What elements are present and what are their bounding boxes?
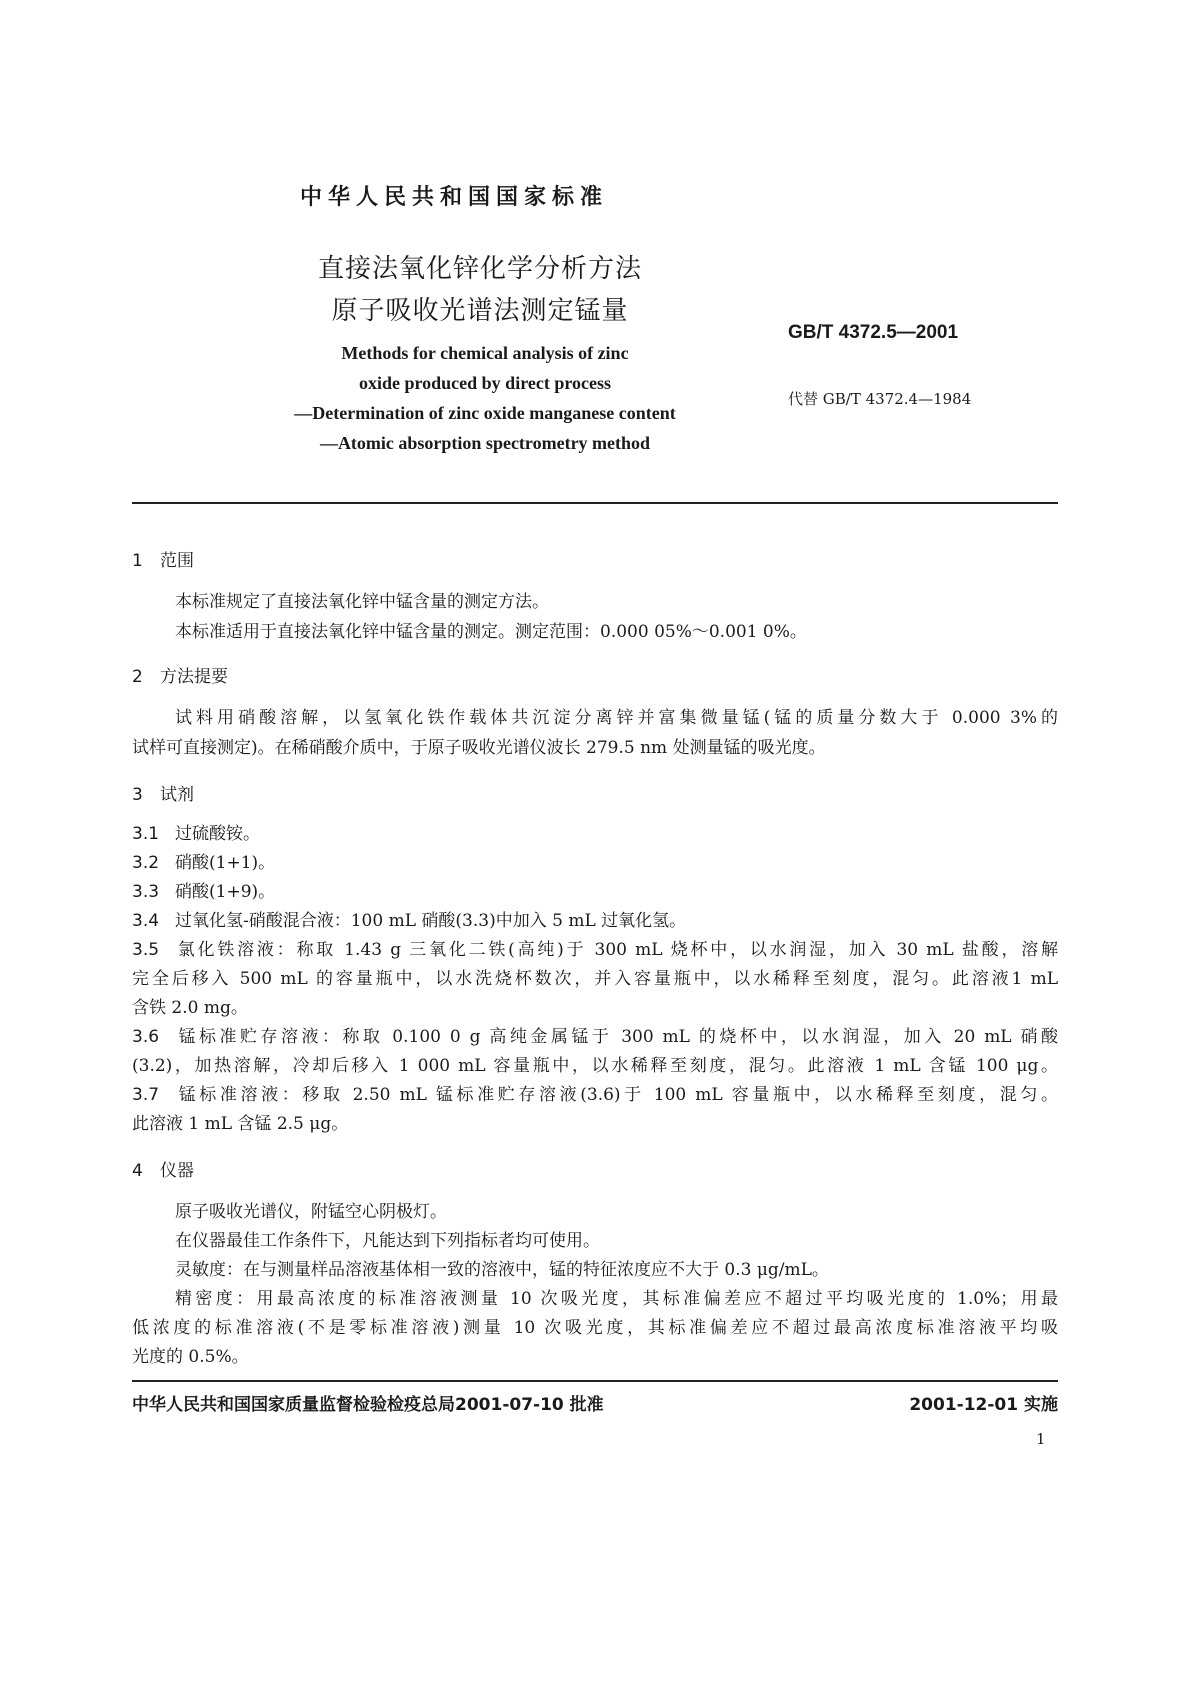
item-text: 过硫酸铵。 bbox=[175, 824, 260, 844]
item-text: 硝酸(1+1)。 bbox=[175, 853, 276, 873]
section-heading-apparatus bbox=[132, 1156, 194, 1181]
paragraph-line: 本标准规定了直接法氧化锌中锰含量的测定方法。 bbox=[175, 592, 549, 612]
paragraph-line: 精密度：用最高浓度的标准溶液测量 10 次吸光度，其标准偏差应不超过平均吸光度的 1.0%；用最 bbox=[175, 1289, 1058, 1309]
approval-text: 中华人民共和国国家质量监督检验检疫总局2001-07-10 批准 bbox=[132, 1395, 604, 1415]
section-number: 4 bbox=[132, 1161, 143, 1181]
paragraph-line: 在仪器最佳工作条件下，凡能达到下列指标者均可使用。 bbox=[175, 1231, 600, 1251]
paragraph-line: 本标准适用于直接法氧化锌中锰含量的测定。测定范围：0.000 05%～0.001 0%。 bbox=[175, 622, 807, 642]
item-number: 3.6 bbox=[132, 1027, 160, 1047]
reagent-item bbox=[132, 1025, 1058, 1049]
paragraph-line: 低浓度的标准溶液(不是零标准溶液)测量 10 次吸光度，其标准偏差应不超过最高浓度标准溶液平均吸 bbox=[132, 1318, 1058, 1338]
item-text: 过氧化氢-硝酸混合液：100 mL 硝酸(3.3)中加入 5 mL 过氧化氢。 bbox=[175, 911, 687, 931]
item-text: 氯化铁溶液：称取 1.43 g 三氧化二铁(高纯)于 300 mL 烧杯中，以水润湿，加入 30 mL 盐酸，溶解 bbox=[175, 940, 1058, 960]
item-number: 3.1 bbox=[132, 824, 160, 844]
section-heading-scope bbox=[132, 546, 194, 571]
section-title: 仪器 bbox=[160, 1161, 194, 1181]
item-number: 3.3 bbox=[132, 882, 160, 902]
paragraph-line: 试料用硝酸溶解，以氢氧化铁作载体共沉淀分离锌并富集微量锰(锰的质量分数大于 0.000 3%的 bbox=[175, 708, 1058, 728]
title-en-line-1: Methods for chemical analysis of zinc bbox=[341, 343, 629, 363]
item-number: 3.5 bbox=[132, 940, 160, 960]
page-number: 1 bbox=[1036, 1430, 1046, 1448]
item-number: 3.7 bbox=[132, 1085, 160, 1105]
item-number: 3.4 bbox=[132, 911, 160, 931]
paragraph-line: (3.2)，加热溶解，冷却后移入 1 000 mL 容量瓶中，以水稀释至刻度，混匀。此溶液 1 mL 含锰 100 μg。 bbox=[132, 1056, 1058, 1076]
section-heading-principle bbox=[132, 662, 228, 687]
title-en-line-4: —Atomic absorption spectrometry method bbox=[319, 433, 651, 453]
title-cn-line-1: 直接法氧化锌化学分析方法 bbox=[317, 254, 642, 284]
section-number: 2 bbox=[132, 667, 143, 687]
section-title: 方法提要 bbox=[160, 667, 228, 687]
paragraph-line: 灵敏度：在与测量样品溶液基体相一致的溶液中，锰的特征浓度应不大于 0.3 μg/mL。 bbox=[175, 1260, 829, 1280]
item-number: 3.2 bbox=[132, 853, 160, 873]
section-title: 试剂 bbox=[160, 785, 194, 805]
item-text: 硝酸(1+9)。 bbox=[175, 882, 276, 902]
header-divider bbox=[132, 502, 1058, 504]
standard-type: 中华人民共和国国家标准 bbox=[300, 185, 609, 210]
item-text: 锰标准溶液：移取 2.50 mL 锰标准贮存溶液(3.6)于 100 mL 容量瓶中，以水稀释至刻度，混匀。 bbox=[175, 1085, 1058, 1105]
section-number: 3 bbox=[132, 785, 143, 805]
implementation-date: 2001-12-01 实施 bbox=[909, 1395, 1058, 1415]
section-number: 1 bbox=[132, 551, 143, 571]
reagent-item bbox=[132, 851, 1058, 875]
paragraph-line: 原子吸收光谱仪，附锰空心阴极灯。 bbox=[175, 1202, 447, 1222]
footer-divider bbox=[132, 1380, 1058, 1382]
reagent-item bbox=[132, 822, 1058, 846]
reagent-item bbox=[132, 880, 1058, 904]
title-en-line-3: —Determination of zinc oxide manganese content bbox=[294, 403, 676, 423]
standard-code: GB/T 4372.5—2001 bbox=[788, 322, 959, 343]
title-en-line-2: oxide produced by direct process bbox=[358, 373, 611, 393]
paragraph-line: 此溶液 1 mL 含锰 2.5 μg。 bbox=[132, 1114, 349, 1134]
section-title: 范围 bbox=[160, 551, 194, 571]
reagent-item bbox=[132, 909, 1058, 933]
paragraph-line: 完全后移入 500 mL 的容量瓶中，以水洗烧杯数次，并入容量瓶中，以水稀释至刻度，混匀。此溶液1 mL bbox=[132, 969, 1058, 989]
replaces-code: 代替 GB/T 4372.4—1984 bbox=[788, 390, 972, 408]
item-text: 锰标准贮存溶液：称取 0.100 0 g 高纯金属锰于 300 mL 的烧杯中，以水润湿，加入 20 mL 硝酸 bbox=[175, 1027, 1058, 1047]
paragraph-line: 含铁 2.0 mg。 bbox=[132, 998, 248, 1018]
paragraph-line: 试样可直接测定)。在稀硝酸介质中，于原子吸收光谱仪波长 279.5 nm 处测量锰的吸光度。 bbox=[132, 738, 826, 758]
paragraph-line: 光度的 0.5%。 bbox=[132, 1347, 249, 1367]
title-cn-line-2: 原子吸收光谱法测定锰量 bbox=[331, 296, 629, 326]
reagent-item bbox=[132, 938, 1058, 962]
section-heading-reagents bbox=[132, 780, 194, 805]
reagent-item bbox=[132, 1083, 1058, 1107]
